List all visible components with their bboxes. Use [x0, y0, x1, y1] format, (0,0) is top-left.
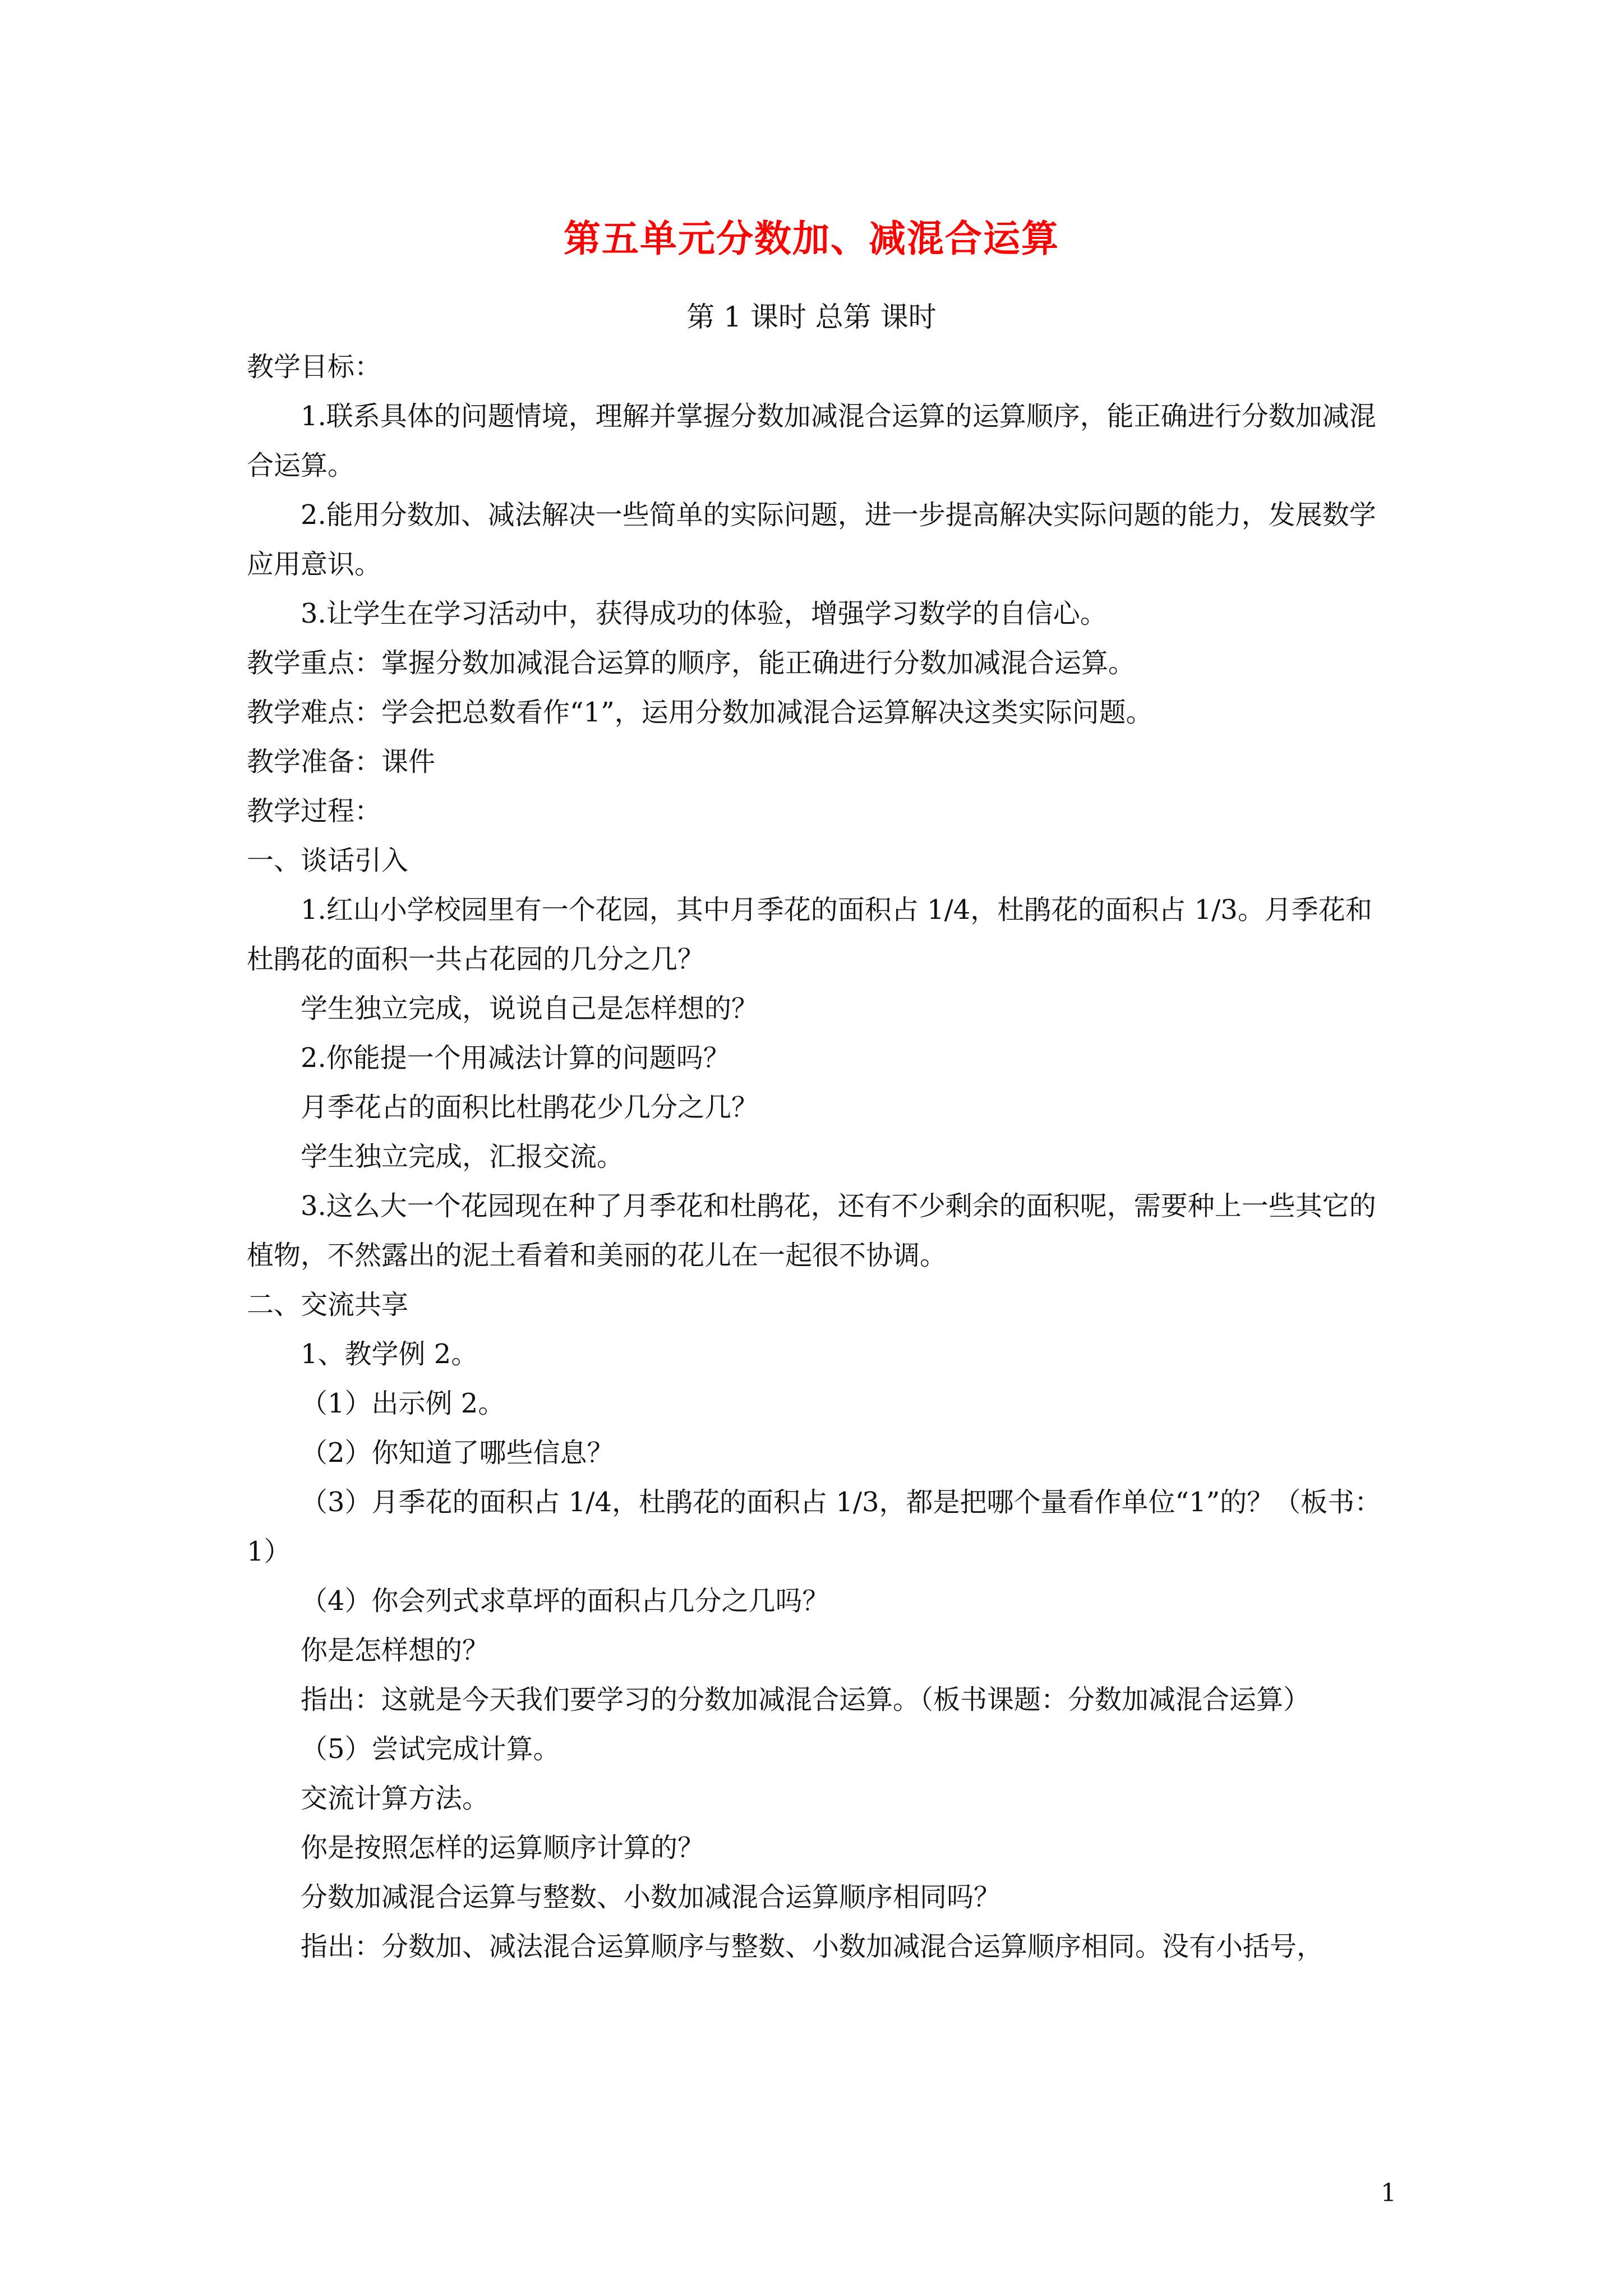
paragraph: （2）你知道了哪些信息？ [301, 1437, 614, 1469]
document-title: 第五单元分数加、减混合运算 [564, 217, 1059, 260]
paragraph: 2.能用分数加、减法解决一些简单的实际问题，进一步提高解决实际问题的能力，发展数学应用意识。 [247, 499, 1376, 580]
paragraph: 3.这么大一个花园现在种了月季花和杜鹃花，还有不少剩余的面积呢，需要种上一些其它的植物，不然露出的泥土看着和美丽的花儿在一起很不协调。 [247, 1190, 1376, 1271]
paragraph: 你是怎样想的？ [301, 1635, 490, 1666]
paragraph: 学生独立完成，说说自己是怎样想的？ [301, 993, 759, 1024]
paragraph: 教学重点：掌握分数加减混合运算的顺序，能正确进行分数加减混合运算。 [247, 647, 1136, 679]
paragraph: 1、教学例 2。 [301, 1338, 478, 1370]
paragraph: 指出：这就是今天我们要学习的分数加减混合运算。（板书课题：分数加减混合运算） [301, 1684, 1311, 1715]
paragraph: 二、交流共享 [247, 1289, 409, 1320]
paragraph: （5）尝试完成计算。 [301, 1733, 560, 1765]
document-body [247, 342, 1388, 1971]
paragraph: 教学目标： [247, 351, 382, 383]
paragraph: 月季花占的面积比杜鹃花少几分之几？ [301, 1092, 759, 1123]
paragraph: 教学准备：课件 [247, 746, 436, 777]
paragraph: 教学难点：学会把总数看作“1”，运用分数加减混合运算解决这类实际问题。 [247, 697, 1153, 728]
paragraph: 学生独立完成，汇报交流。 [301, 1141, 624, 1172]
paragraph: 2.你能提一个用减法计算的问题吗？ [301, 1042, 730, 1074]
paragraph: 你是按照怎样的运算顺序计算的？ [301, 1832, 705, 1864]
page-number: 1 [1381, 2179, 1396, 2207]
paragraph: 1.红山小学校园里有一个花园，其中月季花的面积占 1/4，杜鹃花的面积占 1/3。月季花和杜鹃花的面积一共占花园的几分之几？ [247, 894, 1372, 975]
paragraph: 3.让学生在学习活动中，获得成功的体验，增强学习数学的自信心。 [301, 598, 1107, 629]
paragraph: （4）你会列式求草坪的面积占几分之几吗？ [301, 1585, 829, 1617]
lesson-period-line: 第 1 课时 总第 课时 [686, 301, 937, 333]
paragraph: 分数加减混合运算与整数、小数加减混合运算顺序相同吗？ [301, 1881, 1001, 1913]
paragraph: 教学过程： [247, 795, 382, 827]
paragraph: 指出：分数加、减法混合运算顺序与整数、小数加减混合运算顺序相同。没有小括号， [301, 1931, 1324, 1962]
paragraph: （3）月季花的面积占 1/4，杜鹃花的面积占 1/3，都是把哪个量看作单位“1”的？（板书：1） [247, 1487, 1382, 1567]
paragraph: （1）出示例 2。 [301, 1388, 505, 1419]
paragraph: 交流计算方法。 [301, 1783, 490, 1814]
paragraph: 一、谈话引入 [247, 845, 409, 876]
paragraph: 1.联系具体的问题情境，理解并掌握分数加减混合运算的运算顺序，能正确进行分数加减混合运算。 [247, 401, 1376, 481]
